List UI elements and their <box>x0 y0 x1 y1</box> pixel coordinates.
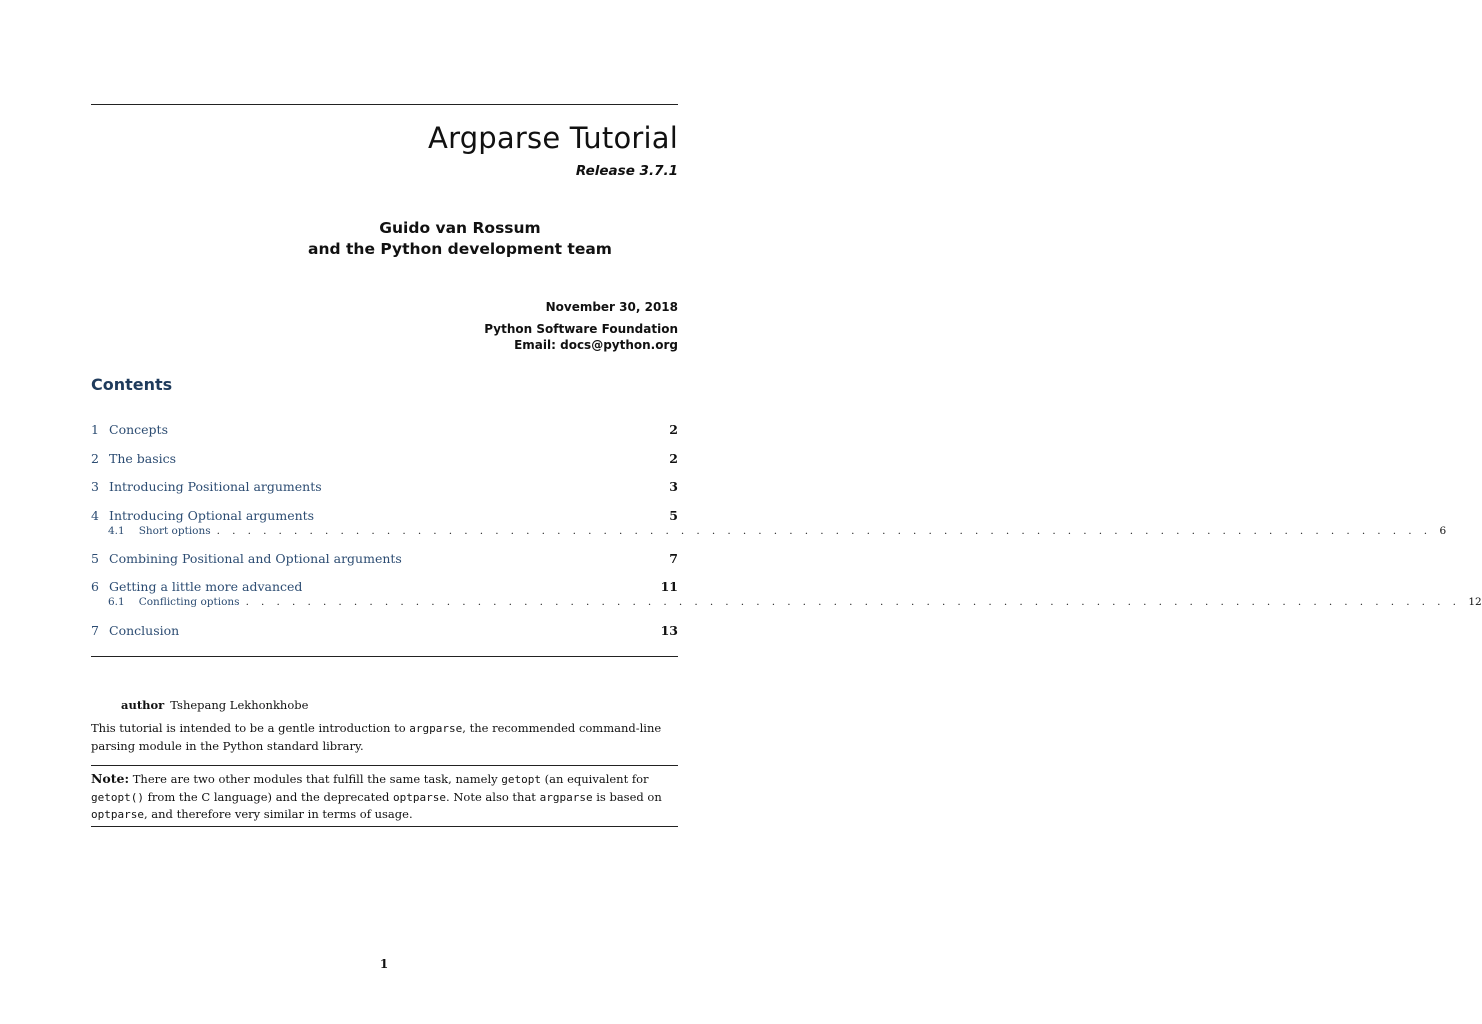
toc-entry-number: 2 <box>91 451 99 466</box>
author-label: author <box>121 698 165 712</box>
toc-entry-concepts[interactable] <box>91 422 678 440</box>
toc-entry-number: 4 <box>91 508 99 523</box>
toc-entry-combining-arguments[interactable] <box>91 551 678 569</box>
toc-entry-the-basics[interactable] <box>91 451 678 469</box>
toc-entry-label[interactable]: Concepts <box>109 422 168 437</box>
note-bottom-rule <box>91 826 678 827</box>
page-number: 1 <box>379 957 389 971</box>
authors-block <box>260 218 660 260</box>
note-text: (an equivalent for <box>541 772 649 786</box>
author-primary: Guido van Rossum <box>379 219 541 237</box>
toc-dot-leader: . . . . . . . . . . . . . . . . . . . . . . . . . . . . . . . . . . . . . . . . . . . . . . . . . . . . . . . . . . . . . . . . . . . . . . . . . . . . . . . <box>245 596 1461 608</box>
toc-entry-page: 2 <box>669 422 678 437</box>
intro-paragraph <box>91 720 678 754</box>
toc-entry-page: 13 <box>660 623 678 638</box>
toc-entry-number: 1 <box>91 422 99 437</box>
toc-entry-page: 3 <box>669 479 678 494</box>
toc-entry-number: 6 <box>91 579 99 594</box>
toc-subentry-page: 6 <box>1439 525 1447 537</box>
note-text: from the C language) and the deprecated <box>143 789 394 804</box>
toc-dot-leader: . . . . . . . . . . . . . . . . . . . . . . . . . . . . . . . . . . . . . . . . . . . . . . . . . . . . . . . . . . . . . . . . . . . . . . . . . . . . . . . <box>216 525 1432 537</box>
code-optparse: optparse <box>91 808 144 821</box>
toc-subentry-label[interactable]: Short options <box>138 525 211 537</box>
toc-entry-label[interactable]: Getting a little more advanced <box>109 579 303 594</box>
note-text: is based on <box>592 789 662 804</box>
code-argparse: argparse <box>409 722 463 735</box>
toc-entry-label[interactable]: Combining Positional and Optional arguments <box>109 551 402 566</box>
code-getopt-call: getopt() <box>91 790 144 804</box>
toc-subentry-short-options[interactable] <box>108 525 1447 540</box>
note-label: Note: <box>91 771 130 786</box>
toc-subentry-page: 12 <box>1468 596 1482 608</box>
toc-subentry-number: 4.1 <box>108 525 125 537</box>
author-secondary: and the Python development team <box>308 240 612 258</box>
top-rule <box>91 104 678 105</box>
note-paragraph <box>91 771 678 824</box>
note-top-rule <box>91 765 678 766</box>
toc-entry-page: 7 <box>669 551 678 566</box>
note-text: . Note also that <box>446 789 540 804</box>
author-name: Tshepang Lekhonkhobe <box>170 698 309 712</box>
contents-heading: Contents <box>91 375 173 394</box>
code-getopt: getopt <box>501 773 542 786</box>
document-date: November 30, 2018 <box>545 300 678 314</box>
toc-subentry-number: 6.1 <box>108 596 125 608</box>
toc-entry-positional-arguments[interactable] <box>91 479 678 497</box>
toc-subentry-conflicting-options[interactable] <box>108 596 1482 611</box>
note-text: , and therefore very similar in terms of usage. <box>143 807 413 821</box>
toc-entry-label[interactable]: Introducing Optional arguments <box>109 508 315 523</box>
toc-entry-number: 3 <box>91 479 99 494</box>
intro-text: , the recommended command-line parsing module in the Python standard library. <box>91 721 662 753</box>
document-title: Argparse Tutorial <box>428 121 678 155</box>
toc-entry-number: 7 <box>91 623 99 638</box>
code-argparse: argparse <box>539 790 593 804</box>
toc-entry-conclusion[interactable] <box>91 623 678 641</box>
toc-subentry-label[interactable]: Conflicting options <box>138 596 240 608</box>
author-field <box>121 698 308 712</box>
toc-entry-number: 5 <box>91 551 99 566</box>
document-email: Email: docs@python.org <box>514 338 678 352</box>
note-text: There are two other modules that fulfill the same task, namely <box>129 772 502 786</box>
toc-entry-page: 11 <box>660 579 678 594</box>
toc-entry-label[interactable]: Introducing Positional arguments <box>109 479 322 494</box>
toc-entry-label[interactable]: The basics <box>109 451 177 466</box>
intro-text: This tutorial is intended to be a gentle introduction to <box>91 721 410 735</box>
toc-entry-page: 5 <box>669 508 678 523</box>
release-version: Release 3.7.1 <box>575 163 678 179</box>
document-organization: Python Software Foundation <box>484 322 678 336</box>
toc-entry-optional-arguments[interactable] <box>91 508 678 526</box>
code-optparse: optparse <box>393 790 447 804</box>
toc-entry-page: 2 <box>669 451 678 466</box>
toc-entry-label[interactable]: Conclusion <box>109 623 180 638</box>
toc-entry-more-advanced[interactable] <box>91 579 678 597</box>
contents-bottom-rule <box>91 656 678 657</box>
